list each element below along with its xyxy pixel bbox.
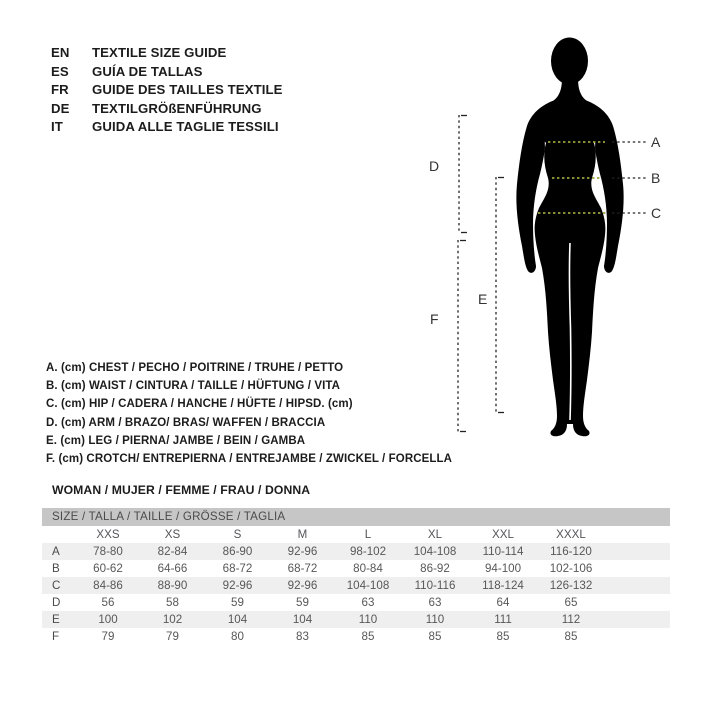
size-cell: 110-114: [482, 545, 524, 558]
language-row-es: [51, 63, 283, 82]
size-cell: 78-80: [93, 545, 123, 558]
col-header-xs: XS: [164, 528, 181, 541]
language-row-fr: [51, 81, 283, 100]
measurement-legend: [46, 359, 452, 468]
measurement-diagram: [415, 28, 705, 443]
legend-line-crotch: F. (cm) CROTCH/ ENTREPIERNA / ENTREJAMBE / ZWICKEL / FORCELLA: [46, 453, 453, 466]
filler-cell: [605, 628, 670, 645]
language-title: TEXTILGRÖßENFÜHRUNG: [92, 100, 262, 116]
size-cell: 59: [231, 596, 244, 609]
size-cell: 58: [166, 596, 179, 609]
filler-cell: [605, 560, 670, 577]
language-code: IT: [51, 119, 63, 134]
size-cell: 88-90: [157, 579, 188, 592]
gender-title: WOMAN / MUJER / FEMME / FRAU / DONNA: [52, 483, 311, 497]
col-header-s: S: [233, 528, 242, 541]
size-cell: 79: [166, 630, 179, 643]
row-label: A: [52, 545, 60, 558]
language-title: GUÍA DE TALLAS: [92, 63, 203, 79]
size-cell: 80: [231, 630, 244, 643]
filler-cell: [605, 611, 670, 628]
size-cell: 86-90: [222, 545, 253, 558]
language-code: FR: [51, 82, 69, 97]
size-cell: 85: [496, 630, 510, 643]
language-title: GUIDE DES TAILLES TEXTILE: [92, 82, 283, 97]
language-title-list: [51, 44, 283, 137]
size-cell: 56: [101, 596, 115, 609]
size-cell: 104-108: [346, 579, 390, 592]
language-row-en: [51, 44, 283, 63]
table-row-waist: [42, 560, 670, 577]
filler-cell: [605, 577, 670, 594]
table-row-hip: [42, 577, 670, 594]
row-label: E: [52, 613, 60, 626]
crotch-measure-line: [458, 240, 466, 432]
size-cell: 104: [292, 613, 313, 626]
language-title: TEXTILE SIZE GUIDE: [92, 45, 227, 60]
chest-label: A: [651, 134, 661, 150]
size-cell: 110-116: [414, 579, 456, 592]
filler-cell: [605, 526, 670, 543]
size-cell: 111: [494, 613, 512, 626]
size-cell: 64-66: [157, 562, 188, 575]
size-cell: 68-72: [287, 562, 318, 575]
size-cell: 126-132: [549, 579, 593, 592]
size-cell: 110: [358, 613, 378, 626]
filler-cell: [605, 543, 670, 560]
legend-line-arm: D. (cm) ARM / BRAZO/ BRAS/ WAFFEN / BRACCIA: [46, 416, 326, 429]
size-cell: 92-96: [222, 579, 253, 592]
size-cell: 60-62: [93, 562, 123, 575]
leg-measure-line: [496, 177, 504, 413]
table-row-chest: [42, 543, 670, 560]
language-title: GUIDA ALLE TAGLIE TESSILI: [92, 119, 279, 134]
size-cell: 92-96: [287, 545, 318, 558]
size-table-header-band: SIZE / TALLA / TAILLE / GRÖSSE / TAGLIA: [42, 508, 670, 526]
size-cell: 102: [162, 613, 183, 626]
crotch-label: F: [430, 311, 439, 327]
table-row-crotch: [42, 628, 670, 645]
size-cell: 104-108: [413, 545, 457, 558]
arm-label: D: [429, 158, 440, 174]
size-cell: 82-84: [157, 545, 188, 558]
size-cell: 63: [361, 596, 375, 609]
col-header-xxs: XXS: [96, 528, 120, 541]
col-header-xl: XL: [427, 528, 443, 541]
language-row-it: [51, 118, 283, 137]
language-code: EN: [51, 45, 70, 60]
hip-label: C: [651, 205, 662, 221]
size-cell: 64: [496, 596, 510, 609]
size-cell: 98-102: [349, 545, 387, 558]
size-cell: 85: [428, 630, 442, 643]
size-cell: 92-96: [287, 579, 318, 592]
size-cell: 102-106: [549, 562, 593, 575]
legend-line-leg: E. (cm) LEG / PIERNA/ JAMBE / BEIN / GAMBA: [46, 434, 306, 447]
size-cell: 116-120: [550, 545, 592, 558]
size-cell: 110: [425, 613, 445, 626]
col-header-m: M: [297, 528, 308, 541]
col-header-xxl: XXL: [492, 528, 514, 541]
feet-gap-notch: [567, 425, 574, 437]
size-columns-row: [42, 526, 670, 543]
size-cell: 83: [296, 630, 309, 643]
size-cell: 68-72: [222, 562, 253, 575]
size-cell: 94-100: [484, 562, 522, 575]
language-row-de: [51, 100, 283, 119]
woman-silhouette-icon: [516, 38, 623, 437]
col-header-l: L: [364, 528, 372, 541]
leg-label: E: [478, 291, 488, 307]
size-cell: 80-84: [353, 562, 383, 575]
arm-measure-line: [459, 115, 467, 233]
table-row-leg: [42, 611, 670, 628]
size-cell: 59: [296, 596, 309, 609]
size-cell: 118-124: [482, 579, 524, 592]
table-row-arm: [42, 594, 670, 611]
size-cell: 100: [98, 613, 118, 626]
legend-line-hip: C. (cm) HIP / CADERA / HANCHE / HÜFTE / HIPSD. (cm): [46, 398, 353, 411]
col-header-xxxl: XXXL: [556, 528, 586, 541]
language-code: ES: [51, 63, 69, 79]
size-cell: 86-92: [420, 562, 450, 575]
row-label: F: [52, 630, 60, 643]
language-code: DE: [51, 100, 70, 116]
size-cell: 65: [564, 596, 578, 609]
corner-cell: [42, 526, 76, 543]
size-cell: 104: [227, 613, 248, 626]
size-table-grid: [42, 526, 670, 645]
size-cell: 112: [561, 613, 581, 626]
row-label: C: [52, 579, 61, 592]
legend-line-waist: B. (cm) WAIST / CINTURA / TAILLE / HÜFTUNG / VITA: [46, 380, 341, 393]
legend-line-chest: A. (cm) CHEST / PECHO / POITRINE / TRUHE / PETTO: [46, 362, 344, 374]
size-cell: 79: [101, 630, 115, 643]
row-label: D: [52, 596, 61, 609]
size-cell: 85: [361, 630, 375, 643]
size-table: [42, 508, 670, 645]
filler-cell: [605, 594, 670, 611]
waist-label: B: [651, 170, 661, 186]
row-label: B: [52, 562, 60, 575]
size-cell: 85: [564, 630, 578, 643]
size-cell: 63: [428, 596, 442, 609]
size-cell: 84-86: [93, 579, 123, 592]
